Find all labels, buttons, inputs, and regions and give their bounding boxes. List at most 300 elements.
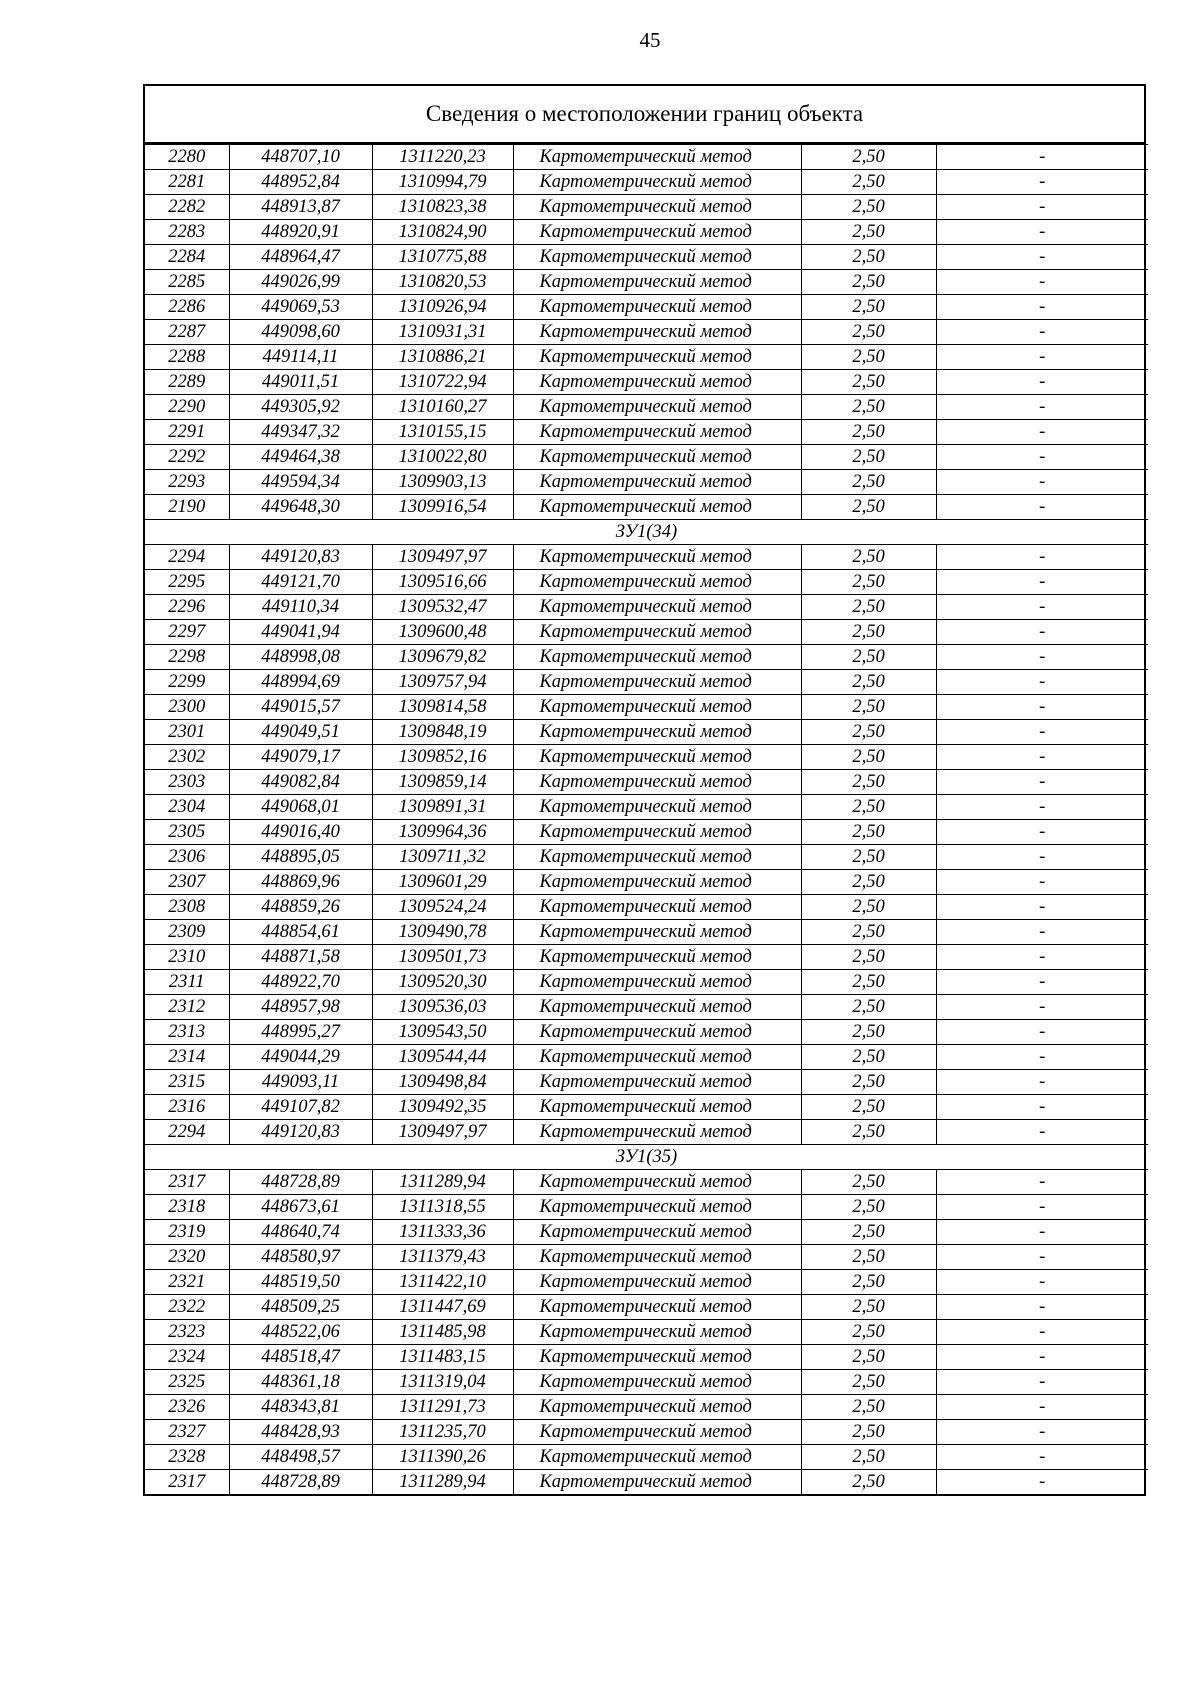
y-coordinate-cell: 1310926,94 <box>372 295 513 320</box>
accuracy-cell: 2,50 <box>801 245 936 270</box>
accuracy-cell: 2,50 <box>801 1195 936 1220</box>
y-coordinate-cell: 1310160,27 <box>372 395 513 420</box>
point-number-cell: 2299 <box>145 670 229 695</box>
y-coordinate-cell: 1310931,31 <box>372 320 513 345</box>
table-row <box>145 670 1148 695</box>
accuracy-cell: 2,50 <box>801 445 936 470</box>
y-coordinate-cell: 1309600,48 <box>372 620 513 645</box>
x-coordinate-cell: 449093,11 <box>229 1070 372 1095</box>
description-cell: - <box>936 1420 1148 1445</box>
point-number-cell: 2310 <box>145 945 229 970</box>
method-cell: Картометрический метод <box>513 945 801 970</box>
description-cell: - <box>936 795 1148 820</box>
table-row <box>145 1220 1148 1245</box>
point-number-cell: 2306 <box>145 845 229 870</box>
method-cell: Картометрический метод <box>513 795 801 820</box>
y-coordinate-cell: 1309520,30 <box>372 970 513 995</box>
method-cell: Картометрический метод <box>513 695 801 720</box>
table-row <box>145 795 1148 820</box>
description-cell: - <box>936 1120 1148 1145</box>
method-cell: Картометрический метод <box>513 495 801 520</box>
table-row <box>145 770 1148 795</box>
table-row <box>145 945 1148 970</box>
accuracy-cell: 2,50 <box>801 795 936 820</box>
y-coordinate-cell: 1310775,88 <box>372 245 513 270</box>
accuracy-cell: 2,50 <box>801 1220 936 1245</box>
y-coordinate-cell: 1309848,19 <box>372 720 513 745</box>
accuracy-cell: 2,50 <box>801 195 936 220</box>
table-body <box>145 145 1148 1495</box>
y-coordinate-cell: 1311447,69 <box>372 1295 513 1320</box>
accuracy-cell: 2,50 <box>801 1445 936 1470</box>
table-row <box>145 1420 1148 1445</box>
method-cell: Картометрический метод <box>513 1470 801 1495</box>
y-coordinate-cell: 1309891,31 <box>372 795 513 820</box>
point-number-cell: 2294 <box>145 545 229 570</box>
method-cell: Картометрический метод <box>513 170 801 195</box>
description-cell: - <box>936 920 1148 945</box>
accuracy-cell: 2,50 <box>801 1170 936 1195</box>
x-coordinate-cell: 448913,87 <box>229 195 372 220</box>
table-row <box>145 495 1148 520</box>
y-coordinate-cell: 1309916,54 <box>372 495 513 520</box>
x-coordinate-cell: 448518,47 <box>229 1345 372 1370</box>
accuracy-cell: 2,50 <box>801 720 936 745</box>
point-number-cell: 2298 <box>145 645 229 670</box>
x-coordinate-cell: 449069,53 <box>229 295 372 320</box>
description-cell: - <box>936 770 1148 795</box>
table-row <box>145 170 1148 195</box>
point-number-cell: 2326 <box>145 1395 229 1420</box>
method-cell: Картометрический метод <box>513 595 801 620</box>
table-row <box>145 145 1148 170</box>
accuracy-cell: 2,50 <box>801 1095 936 1120</box>
point-number-cell: 2283 <box>145 220 229 245</box>
table-row <box>145 570 1148 595</box>
description-cell: - <box>936 995 1148 1020</box>
x-coordinate-cell: 448995,27 <box>229 1020 372 1045</box>
y-coordinate-cell: 1311291,73 <box>372 1395 513 1420</box>
point-number-cell: 2317 <box>145 1470 229 1495</box>
boundary-table <box>143 84 1146 1496</box>
accuracy-cell: 2,50 <box>801 1420 936 1445</box>
description-cell: - <box>936 695 1148 720</box>
table-row <box>145 370 1148 395</box>
y-coordinate-cell: 1309679,82 <box>372 645 513 670</box>
x-coordinate-cell: 448920,91 <box>229 220 372 245</box>
method-cell: Картометрический метод <box>513 895 801 920</box>
point-number-cell: 2315 <box>145 1070 229 1095</box>
table-row <box>145 895 1148 920</box>
x-coordinate-cell: 449011,51 <box>229 370 372 395</box>
point-number-cell: 2320 <box>145 1245 229 1270</box>
description-cell: - <box>936 1320 1148 1345</box>
description-cell: - <box>936 1370 1148 1395</box>
y-coordinate-cell: 1309490,78 <box>372 920 513 945</box>
description-cell: - <box>936 895 1148 920</box>
accuracy-cell: 2,50 <box>801 220 936 245</box>
accuracy-cell: 2,50 <box>801 620 936 645</box>
description-cell: - <box>936 945 1148 970</box>
description-cell: - <box>936 170 1148 195</box>
point-number-cell: 2296 <box>145 595 229 620</box>
y-coordinate-cell: 1311318,55 <box>372 1195 513 1220</box>
table-row <box>145 870 1148 895</box>
description-cell: - <box>936 670 1148 695</box>
y-coordinate-cell: 1309536,03 <box>372 995 513 1020</box>
x-coordinate-cell: 449114,11 <box>229 345 372 370</box>
x-coordinate-cell: 448343,81 <box>229 1395 372 1420</box>
description-cell: - <box>936 620 1148 645</box>
x-coordinate-cell: 448519,50 <box>229 1270 372 1295</box>
accuracy-cell: 2,50 <box>801 645 936 670</box>
section-label: ЗУ1(34) <box>145 520 1148 545</box>
method-cell: Картометрический метод <box>513 645 801 670</box>
x-coordinate-cell: 449016,40 <box>229 820 372 845</box>
y-coordinate-cell: 1311319,04 <box>372 1370 513 1395</box>
point-number-cell: 2317 <box>145 1170 229 1195</box>
point-number-cell: 2313 <box>145 1020 229 1045</box>
x-coordinate-cell: 449110,34 <box>229 595 372 620</box>
x-coordinate-cell: 449347,32 <box>229 420 372 445</box>
point-number-cell: 2294 <box>145 1120 229 1145</box>
table-row <box>145 420 1148 445</box>
y-coordinate-cell: 1311390,26 <box>372 1445 513 1470</box>
description-cell: - <box>936 1270 1148 1295</box>
description-cell: - <box>936 270 1148 295</box>
table-row <box>145 545 1148 570</box>
point-number-cell: 2297 <box>145 620 229 645</box>
table-row <box>145 1170 1148 1195</box>
point-number-cell: 2328 <box>145 1445 229 1470</box>
description-cell: - <box>936 1020 1148 1045</box>
point-number-cell: 2316 <box>145 1095 229 1120</box>
accuracy-cell: 2,50 <box>801 870 936 895</box>
method-cell: Картометрический метод <box>513 920 801 945</box>
x-coordinate-cell: 448728,89 <box>229 1470 372 1495</box>
y-coordinate-cell: 1309601,29 <box>372 870 513 895</box>
accuracy-cell: 2,50 <box>801 495 936 520</box>
table-row <box>145 745 1148 770</box>
table-row <box>145 1195 1148 1220</box>
description-cell: - <box>936 870 1148 895</box>
x-coordinate-cell: 448869,96 <box>229 870 372 895</box>
accuracy-cell: 2,50 <box>801 170 936 195</box>
point-number-cell: 2290 <box>145 395 229 420</box>
section-row <box>145 1145 1148 1170</box>
point-number-cell: 2300 <box>145 695 229 720</box>
table-row <box>145 820 1148 845</box>
method-cell: Картометрический метод <box>513 1070 801 1095</box>
y-coordinate-cell: 1309852,16 <box>372 745 513 770</box>
method-cell: Картометрический метод <box>513 320 801 345</box>
accuracy-cell: 2,50 <box>801 1470 936 1495</box>
point-number-cell: 2314 <box>145 1045 229 1070</box>
description-cell: - <box>936 220 1148 245</box>
y-coordinate-cell: 1309814,58 <box>372 695 513 720</box>
table-row <box>145 645 1148 670</box>
y-coordinate-cell: 1311289,94 <box>372 1170 513 1195</box>
method-cell: Картометрический метод <box>513 745 801 770</box>
description-cell: - <box>936 1220 1148 1245</box>
y-coordinate-cell: 1310823,38 <box>372 195 513 220</box>
x-coordinate-cell: 448361,18 <box>229 1370 372 1395</box>
method-cell: Картометрический метод <box>513 220 801 245</box>
x-coordinate-cell: 448922,70 <box>229 970 372 995</box>
x-coordinate-cell: 448859,26 <box>229 895 372 920</box>
description-cell: - <box>936 295 1148 320</box>
method-cell: Картометрический метод <box>513 370 801 395</box>
point-number-cell: 2319 <box>145 1220 229 1245</box>
y-coordinate-cell: 1309711,32 <box>372 845 513 870</box>
x-coordinate-cell: 449098,60 <box>229 320 372 345</box>
point-number-cell: 2281 <box>145 170 229 195</box>
point-number-cell: 2284 <box>145 245 229 270</box>
x-coordinate-cell: 448498,57 <box>229 1445 372 1470</box>
y-coordinate-cell: 1311333,36 <box>372 1220 513 1245</box>
description-cell: - <box>936 470 1148 495</box>
table-row <box>145 1045 1148 1070</box>
x-coordinate-cell: 449120,83 <box>229 1120 372 1145</box>
description-cell: - <box>936 445 1148 470</box>
point-number-cell: 2303 <box>145 770 229 795</box>
point-number-cell: 2312 <box>145 995 229 1020</box>
table-row <box>145 695 1148 720</box>
y-coordinate-cell: 1309516,66 <box>372 570 513 595</box>
table-row <box>145 445 1148 470</box>
y-coordinate-cell: 1311235,70 <box>372 1420 513 1445</box>
y-coordinate-cell: 1309497,97 <box>372 545 513 570</box>
description-cell: - <box>936 420 1148 445</box>
point-number-cell: 2288 <box>145 345 229 370</box>
accuracy-cell: 2,50 <box>801 470 936 495</box>
description-cell: - <box>936 1045 1148 1070</box>
y-coordinate-cell: 1310820,53 <box>372 270 513 295</box>
table-row <box>145 1270 1148 1295</box>
method-cell: Картометрический метод <box>513 1370 801 1395</box>
method-cell: Картометрический метод <box>513 1345 801 1370</box>
accuracy-cell: 2,50 <box>801 145 936 170</box>
y-coordinate-cell: 1309544,44 <box>372 1045 513 1070</box>
x-coordinate-cell: 448854,61 <box>229 920 372 945</box>
method-cell: Картометрический метод <box>513 420 801 445</box>
y-coordinate-cell: 1310886,21 <box>372 345 513 370</box>
y-coordinate-cell: 1309501,73 <box>372 945 513 970</box>
method-cell: Картометрический метод <box>513 770 801 795</box>
accuracy-cell: 2,50 <box>801 945 936 970</box>
x-coordinate-cell: 449049,51 <box>229 720 372 745</box>
y-coordinate-cell: 1309964,36 <box>372 820 513 845</box>
method-cell: Картометрический метод <box>513 1220 801 1245</box>
point-number-cell: 2190 <box>145 495 229 520</box>
y-coordinate-cell: 1309497,97 <box>372 1120 513 1145</box>
accuracy-cell: 2,50 <box>801 1270 936 1295</box>
table-row <box>145 245 1148 270</box>
method-cell: Картометрический метод <box>513 1020 801 1045</box>
y-coordinate-cell: 1309524,24 <box>372 895 513 920</box>
table-row <box>145 1095 1148 1120</box>
accuracy-cell: 2,50 <box>801 745 936 770</box>
x-coordinate-cell: 448895,05 <box>229 845 372 870</box>
method-cell: Картометрический метод <box>513 620 801 645</box>
description-cell: - <box>936 1070 1148 1095</box>
description-cell: - <box>936 1195 1148 1220</box>
table-row <box>145 270 1148 295</box>
x-coordinate-cell: 449079,17 <box>229 745 372 770</box>
method-cell: Картометрический метод <box>513 295 801 320</box>
accuracy-cell: 2,50 <box>801 1295 936 1320</box>
x-coordinate-cell: 448964,47 <box>229 245 372 270</box>
table-row <box>145 195 1148 220</box>
point-number-cell: 2302 <box>145 745 229 770</box>
method-cell: Картометрический метод <box>513 570 801 595</box>
accuracy-cell: 2,50 <box>801 370 936 395</box>
accuracy-cell: 2,50 <box>801 770 936 795</box>
accuracy-cell: 2,50 <box>801 995 936 1020</box>
method-cell: Картометрический метод <box>513 1295 801 1320</box>
method-cell: Картометрический метод <box>513 445 801 470</box>
accuracy-cell: 2,50 <box>801 1370 936 1395</box>
y-coordinate-cell: 1309492,35 <box>372 1095 513 1120</box>
method-cell: Картометрический метод <box>513 270 801 295</box>
accuracy-cell: 2,50 <box>801 1395 936 1420</box>
description-cell: - <box>936 1295 1148 1320</box>
point-number-cell: 2289 <box>145 370 229 395</box>
point-number-cell: 2287 <box>145 320 229 345</box>
point-number-cell: 2286 <box>145 295 229 320</box>
description-cell: - <box>936 1395 1148 1420</box>
x-coordinate-cell: 448952,84 <box>229 170 372 195</box>
method-cell: Картометрический метод <box>513 345 801 370</box>
point-number-cell: 2308 <box>145 895 229 920</box>
method-cell: Картометрический метод <box>513 1170 801 1195</box>
point-number-cell: 2285 <box>145 270 229 295</box>
x-coordinate-cell: 449594,34 <box>229 470 372 495</box>
accuracy-cell: 2,50 <box>801 295 936 320</box>
point-number-cell: 2327 <box>145 1420 229 1445</box>
table-row <box>145 1395 1148 1420</box>
point-number-cell: 2305 <box>145 820 229 845</box>
x-coordinate-cell: 449026,99 <box>229 270 372 295</box>
description-cell: - <box>936 545 1148 570</box>
table-row <box>145 1120 1148 1145</box>
accuracy-cell: 2,50 <box>801 845 936 870</box>
table-row <box>145 395 1148 420</box>
description-cell: - <box>936 1445 1148 1470</box>
description-cell: - <box>936 320 1148 345</box>
table-row <box>145 620 1148 645</box>
point-number-cell: 2292 <box>145 445 229 470</box>
method-cell: Картометрический метод <box>513 995 801 1020</box>
method-cell: Картометрический метод <box>513 720 801 745</box>
description-cell: - <box>936 1245 1148 1270</box>
accuracy-cell: 2,50 <box>801 570 936 595</box>
accuracy-cell: 2,50 <box>801 395 936 420</box>
table-row <box>145 1445 1148 1470</box>
accuracy-cell: 2,50 <box>801 1320 936 1345</box>
accuracy-cell: 2,50 <box>801 420 936 445</box>
accuracy-cell: 2,50 <box>801 1070 936 1095</box>
point-number-cell: 2301 <box>145 720 229 745</box>
accuracy-cell: 2,50 <box>801 895 936 920</box>
method-cell: Картометрический метод <box>513 470 801 495</box>
x-coordinate-cell: 448673,61 <box>229 1195 372 1220</box>
description-cell: - <box>936 970 1148 995</box>
x-coordinate-cell: 448728,89 <box>229 1170 372 1195</box>
description-cell: - <box>936 820 1148 845</box>
table-row <box>145 320 1148 345</box>
description-cell: - <box>936 370 1148 395</box>
method-cell: Картометрический метод <box>513 1245 801 1270</box>
description-cell: - <box>936 395 1148 420</box>
accuracy-cell: 2,50 <box>801 345 936 370</box>
point-number-cell: 2323 <box>145 1320 229 1345</box>
accuracy-cell: 2,50 <box>801 1045 936 1070</box>
x-coordinate-cell: 449120,83 <box>229 545 372 570</box>
x-coordinate-cell: 448998,08 <box>229 645 372 670</box>
x-coordinate-cell: 449044,29 <box>229 1045 372 1070</box>
table-row <box>145 995 1148 1020</box>
table-row <box>145 595 1148 620</box>
method-cell: Картометрический метод <box>513 195 801 220</box>
y-coordinate-cell: 1309543,50 <box>372 1020 513 1045</box>
accuracy-cell: 2,50 <box>801 695 936 720</box>
point-number-cell: 2324 <box>145 1345 229 1370</box>
description-cell: - <box>936 345 1148 370</box>
coordinates-table <box>145 144 1148 1494</box>
point-number-cell: 2295 <box>145 570 229 595</box>
point-number-cell: 2325 <box>145 1370 229 1395</box>
y-coordinate-cell: 1311220,23 <box>372 145 513 170</box>
accuracy-cell: 2,50 <box>801 320 936 345</box>
accuracy-cell: 2,50 <box>801 920 936 945</box>
point-number-cell: 2304 <box>145 795 229 820</box>
table-row <box>145 720 1148 745</box>
table-row <box>145 845 1148 870</box>
y-coordinate-cell: 1310722,94 <box>372 370 513 395</box>
x-coordinate-cell: 449041,94 <box>229 620 372 645</box>
table-row <box>145 1020 1148 1045</box>
x-coordinate-cell: 449082,84 <box>229 770 372 795</box>
accuracy-cell: 2,50 <box>801 820 936 845</box>
description-cell: - <box>936 745 1148 770</box>
y-coordinate-cell: 1311379,43 <box>372 1245 513 1270</box>
method-cell: Картометрический метод <box>513 1195 801 1220</box>
accuracy-cell: 2,50 <box>801 545 936 570</box>
accuracy-cell: 2,50 <box>801 1345 936 1370</box>
x-coordinate-cell: 448640,74 <box>229 1220 372 1245</box>
method-cell: Картометрический метод <box>513 395 801 420</box>
table-row <box>145 970 1148 995</box>
y-coordinate-cell: 1311485,98 <box>372 1320 513 1345</box>
section-label: ЗУ1(35) <box>145 1145 1148 1170</box>
y-coordinate-cell: 1309532,47 <box>372 595 513 620</box>
y-coordinate-cell: 1309757,94 <box>372 670 513 695</box>
point-number-cell: 2322 <box>145 1295 229 1320</box>
point-number-cell: 2311 <box>145 970 229 995</box>
x-coordinate-cell: 448509,25 <box>229 1295 372 1320</box>
page-number: 45 <box>639 28 661 52</box>
x-coordinate-cell: 448522,06 <box>229 1320 372 1345</box>
y-coordinate-cell: 1311422,10 <box>372 1270 513 1295</box>
method-cell: Картометрический метод <box>513 1045 801 1070</box>
y-coordinate-cell: 1310022,80 <box>372 445 513 470</box>
description-cell: - <box>936 245 1148 270</box>
table-row <box>145 1295 1148 1320</box>
table-row <box>145 1245 1148 1270</box>
y-coordinate-cell: 1310155,15 <box>372 420 513 445</box>
description-cell: - <box>936 1170 1148 1195</box>
